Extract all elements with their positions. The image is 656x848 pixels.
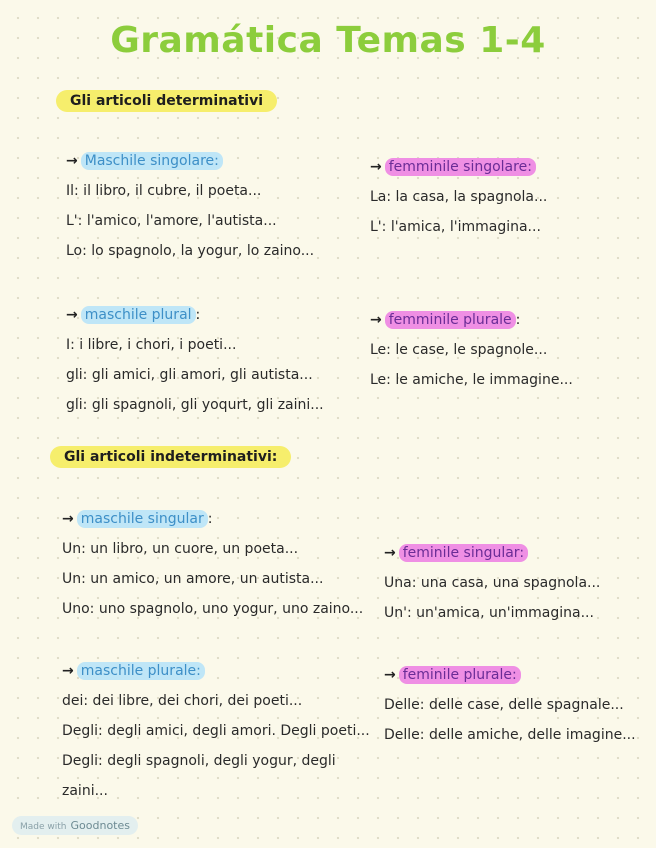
example-line: Un: un amico, un amore, un autista... [62, 571, 324, 587]
heading-label: femminile singolare: [385, 158, 536, 176]
block-heading [370, 152, 547, 182]
block-ind-fem-sing [384, 538, 600, 628]
arrow-icon: → [384, 545, 396, 561]
block-ind-masc-plur [62, 656, 370, 806]
section-heading-determinativi: Gli articoli determinativi [56, 90, 277, 112]
arrow-icon: → [66, 153, 78, 169]
heading-label: maschile plurale: [77, 662, 205, 680]
heading-suffix: : [207, 511, 213, 527]
section-heading-indeterminativi: Gli articoli indeterminativi: [50, 446, 291, 468]
example-line: Il: il libro, il cubre, il poeta... [66, 183, 262, 199]
block-heading [66, 146, 314, 176]
block-heading [66, 300, 324, 330]
arrow-icon: → [384, 667, 396, 683]
made-with-label: Made with [20, 822, 67, 832]
block-heading [384, 538, 600, 568]
block-det-masc-sing [66, 146, 314, 266]
block-det-fem-plur [370, 305, 573, 395]
example-line: Un: un libro, un cuore, un poeta... [62, 541, 299, 557]
example-line: L': l'amica, l'immagina... [370, 219, 541, 235]
heading-label: femminile plurale [385, 311, 516, 329]
block-ind-fem-plur [384, 660, 636, 750]
example-line: dei: dei libre, dei chori, dei poeti... [62, 693, 303, 709]
arrow-icon: → [66, 307, 78, 323]
example-line: Un': un'amica, un'immagina... [384, 605, 594, 621]
example-line: gli: gli amici, gli amori, gli autista... [66, 367, 313, 383]
block-ind-masc-sing [62, 504, 363, 624]
example-line: Degli: degli amici, degli amori. Degli poeti... [62, 723, 370, 739]
example-line: zaini... [62, 783, 108, 799]
example-line: La: la casa, la spagnola... [370, 189, 548, 205]
example-line: Una: una casa, una spagnola... [384, 575, 601, 591]
heading-label: feminile plurale: [399, 666, 521, 684]
block-heading [370, 305, 573, 335]
block-heading [62, 656, 370, 686]
heading-label: maschile plural [81, 306, 196, 324]
example-line: Le: le amiche, le immagine... [370, 372, 573, 388]
example-line: Delle: delle amiche, delle imagine... [384, 727, 636, 743]
heading-label: maschile singular [77, 510, 208, 528]
heading-label: feminile singular: [399, 544, 528, 562]
arrow-icon: → [62, 663, 74, 679]
example-line: Le: le case, le spagnole... [370, 342, 548, 358]
made-with-badge [12, 816, 138, 835]
page-title: Gramática Temas 1-4 [110, 20, 546, 61]
example-line: gli: gli spagnoli, gli yoqurt, gli zaini... [66, 397, 324, 413]
heading-suffix: : [195, 307, 201, 323]
goodnotes-logo: Goodnotes [70, 819, 130, 832]
arrow-icon: → [370, 159, 382, 175]
arrow-icon: → [62, 511, 74, 527]
block-det-masc-plur [66, 300, 324, 420]
example-line: I: i libre, i chori, i poeti... [66, 337, 237, 353]
heading-label: Maschile singolare: [81, 152, 223, 170]
example-line: Lo: lo spagnolo, la yogur, lo zaino... [66, 243, 315, 259]
block-heading [62, 504, 363, 534]
block-det-fem-sing [370, 152, 547, 242]
example-line: Uno: uno spagnolo, uno yogur, uno zaino... [62, 601, 364, 617]
arrow-icon: → [370, 312, 382, 328]
example-line: Delle: delle case, delle spagnale... [384, 697, 624, 713]
heading-suffix: : [515, 312, 521, 328]
example-line: Degli: degli spagnoli, degli yogur, degli [62, 753, 336, 769]
block-heading [384, 660, 636, 690]
example-line: L': l'amico, l'amore, l'autista... [66, 213, 277, 229]
